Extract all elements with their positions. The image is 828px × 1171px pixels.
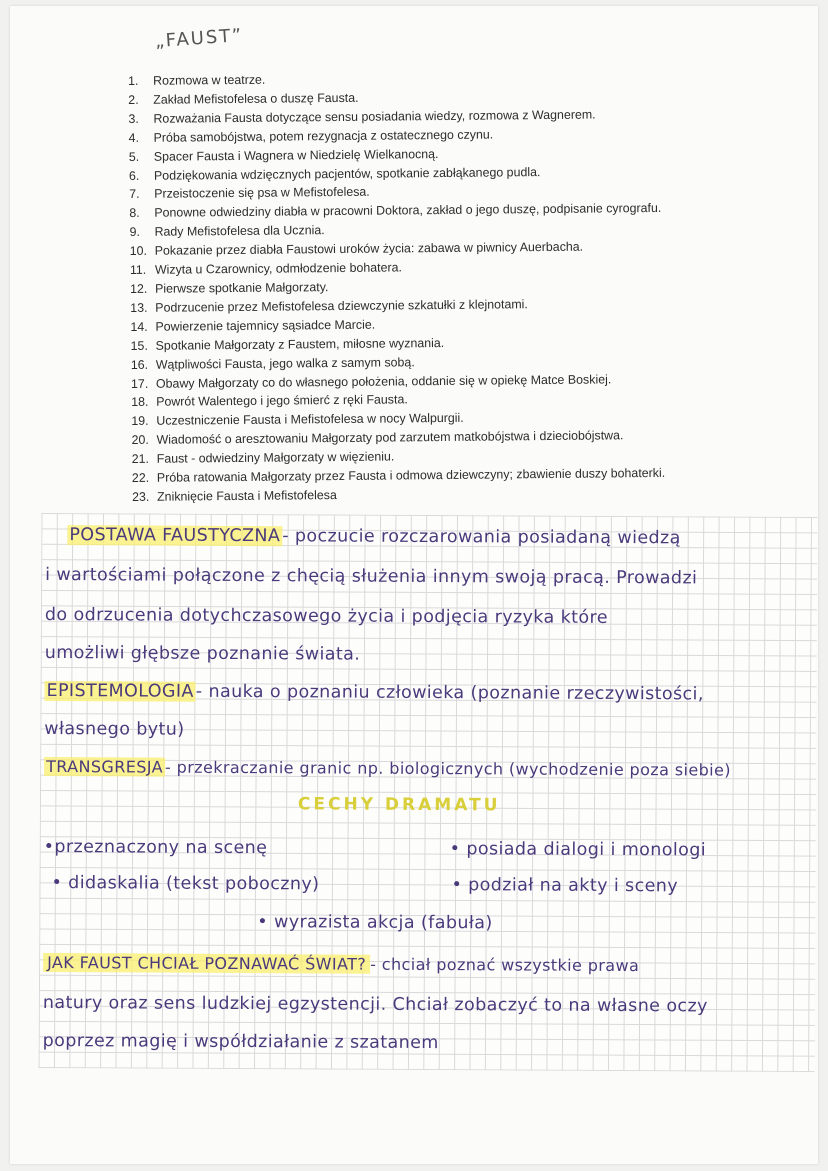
- postawa-faustyczna-term: POSTAWA FAUSTYCZNA: [69, 525, 281, 547]
- list-item-text: Spotkanie Małgorzaty z Faustem, miłosne wyznania.: [155, 335, 445, 353]
- cechy-bullet-4: [451, 875, 678, 896]
- cechy-bullet-2-text: posiada dialogi i monologi: [466, 839, 707, 861]
- cechy-dramatu-heading: CECHY DRAMATU: [297, 794, 501, 816]
- list-item-text: Pokazanie przez diabła Faustowi uroków życia: zabawa w piwnicy Auerbacha.: [154, 239, 584, 258]
- postawa-faustyczna-line-1: [67, 525, 681, 548]
- jak-faust-text: - chciał poznać wszystkie prawa: [370, 954, 640, 976]
- cechy-bullet-1: [44, 837, 268, 858]
- list-item-number: 18.: [131, 395, 149, 410]
- list-item-number: 4.: [128, 130, 140, 145]
- list-item-number: 5.: [128, 149, 140, 164]
- list-item-text: Pierwsze spotkanie Małgorzaty.: [155, 280, 329, 296]
- jak-faust-line-2: natury oraz sens ludzkiej egzystencji. Chciał zobaczyć to na własne oczy: [42, 992, 708, 1017]
- cechy-bullet-3: [51, 873, 319, 894]
- list-item-number: 8.: [129, 206, 140, 221]
- bullet-dot-icon: •: [451, 875, 469, 896]
- list-item-number: 12.: [130, 281, 148, 296]
- bullet-dot-icon: •: [449, 839, 467, 860]
- list-item-number: 21.: [131, 451, 150, 467]
- list-item-number: 6.: [128, 168, 140, 183]
- epistemologia-line-1: [44, 681, 703, 704]
- list-item-text: Próba samobójstwa, potem rezygnacja z ostatecznego czynu.: [153, 127, 494, 145]
- list-item-text: Spacer Fausta i Wagnera w Niedzielę Wielkanocną.: [153, 146, 439, 164]
- list-item-text: Faust - odwiedziny Małgorzaty w więzieniu.: [156, 449, 395, 466]
- cechy-bullet-5-text: wyrazista akcja (fabuła): [273, 912, 493, 934]
- list-item-text: Podrzucenie przez Mefistofelesa dziewczynie szkatułki z klejnotami.: [155, 297, 528, 315]
- bullet-dot-icon: •: [257, 912, 275, 933]
- list-item-text: Uczestniczenie Fausta i Mefistofelesa w nocy Walpurgii.: [156, 411, 464, 429]
- jak-faust-line-1: [43, 953, 639, 975]
- postawa-faustyczna-line-4: umożliwi głębsze poznanie świata.: [44, 642, 361, 665]
- jak-faust-line-3: poprzez magię i współdziałanie z szatanem: [42, 1030, 439, 1054]
- list-item-number: 22.: [131, 470, 150, 486]
- cechy-bullet-1-text: przeznaczony na scenę: [54, 837, 268, 859]
- page-title: „FAUST”: [154, 24, 244, 53]
- list-item-text: Próba ratowania Małgorzaty przez Fausta i odmowa dziewczyny; zbawienie duszy bohaterki.: [156, 465, 666, 485]
- list-item-text: Obawy Małgorzaty co do własnego położenia, oddanie się w opiekę Matce Boskiej.: [155, 371, 612, 391]
- list-item-text: Zakład Mefistofelesa o duszę Fausta.: [153, 90, 359, 107]
- list-item-text: Rozmowa w teatrze.: [153, 72, 266, 88]
- list-item-text: Wiadomość o aresztowaniu Małgorzaty pod zarzutem matkobójstwa i dzieciobójstwa.: [156, 428, 624, 447]
- list-item-text: Rady Mefistofelesa dla Ucznia.: [154, 223, 325, 240]
- handwritten-notes-sheet: [39, 513, 818, 1072]
- list-item-number: 19.: [131, 414, 149, 429]
- list-item-number: 7.: [129, 187, 140, 202]
- list-item-text: Powierzenie tajemnicy sąsiadce Marcie.: [155, 317, 376, 334]
- postawa-faustyczna-line-2: i wartościami połączone z chęcią służenia innym swoją pracą. Prowadzi: [45, 564, 698, 589]
- list-item-number: 1.: [128, 73, 139, 88]
- list-item-number: 17.: [130, 376, 149, 391]
- list-item-text: Zniknięcie Fausta i Mefistofelesa: [157, 487, 337, 504]
- jak-faust-question: JAK FAUST CHCIAŁ POZNAWAĆ ŚWIAT?: [43, 953, 370, 974]
- epistemologia-term: EPISTEMOLOGIA: [46, 681, 194, 702]
- postawa-faustyczna-text: - poczucie rozczarowania posiadaną wiedzą: [282, 526, 681, 549]
- list-item-number: 23.: [132, 489, 150, 504]
- list-item-number: 13.: [130, 300, 148, 315]
- cechy-bullet-3-text: didaskalia (tekst poboczny): [68, 873, 320, 895]
- epistemologia-text: - nauka o poznaniu człowieka (poznanie rzeczywistości,: [195, 681, 704, 705]
- plot-events-list: [128, 66, 772, 507]
- list-item-text: Rozważania Fausta dotyczące sensu posiadania wiedzy, rozmowa z Wagnerem.: [153, 107, 596, 126]
- list-item-number: 14.: [130, 319, 148, 334]
- list-item-text: Ponowne odwiedziny diabła w pracowni Doktora, zakład o jego duszę, podpisanie cyrografu.: [154, 201, 662, 221]
- cechy-bullet-5: [257, 912, 492, 933]
- list-item-number: 2.: [128, 92, 139, 107]
- bullet-dot-icon: •: [43, 836, 55, 858]
- list-item-number: 9.: [129, 225, 140, 240]
- cechy-bullet-2: [450, 839, 706, 860]
- list-item-text: Wątpliwości Fausta, jego walka z samym sobą.: [155, 354, 415, 372]
- list-item-text: Podziękowania wdzięcznych pacjentów, spotkanie zabłąkanego pudla.: [153, 164, 541, 183]
- list-item-number: 20.: [131, 433, 149, 448]
- list-item-text: Powrót Walentego i jego śmierć z ręki Fausta.: [156, 392, 408, 410]
- postawa-faustyczna-line-3: do odrzucenia dotychczasowego życia i podjęcia ryzyka które: [44, 604, 608, 628]
- list-item-text: Wizyta u Czarownicy, odmłodzenie bohatera.: [154, 260, 402, 277]
- list-item-number: 16.: [130, 357, 149, 372]
- list-item-number: 11.: [129, 262, 147, 278]
- list-item-number: 15.: [130, 338, 148, 353]
- transgresja-line: [44, 757, 731, 780]
- list-item-number: 3.: [128, 111, 139, 126]
- list-item-text: Przeistoczenie się psa w Mefistofelesa.: [154, 185, 370, 202]
- transgresja-term: TRANSGRESJA: [46, 757, 164, 777]
- transgresja-text: - przekraczanie granic np. biologicznych (wychodzenie poza siebie): [164, 757, 731, 780]
- list-item-number: 10.: [129, 243, 148, 259]
- bullet-dot-icon: •: [51, 873, 69, 894]
- epistemologia-line-2: własnego bytu): [44, 718, 185, 740]
- cechy-bullet-4-text: podział na akty i sceny: [468, 875, 679, 897]
